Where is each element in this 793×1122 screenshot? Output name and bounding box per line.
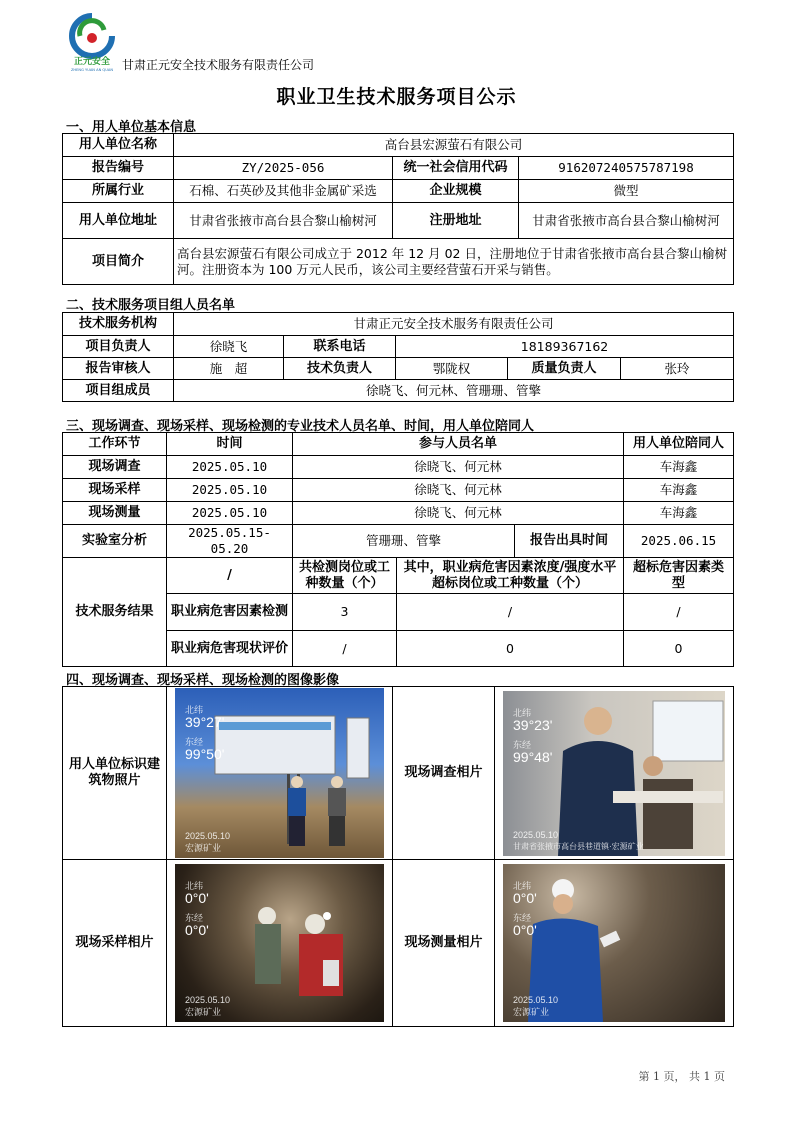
stage-time: 2025.05.10 [167, 456, 293, 479]
stage-people: 徐晓飞、何元林 [293, 479, 624, 502]
photo3-date: 2025.05.10 [185, 995, 231, 1005]
photo4-date: 2025.05.10 [513, 995, 559, 1005]
result-name: 职业病危害现状评价 [167, 631, 293, 667]
result-slash: / [167, 558, 293, 594]
members-label: 项目组成员 [63, 380, 174, 402]
lab-people: 管珊珊、管擎 [293, 525, 515, 558]
result-col-exceed: 其中，职业病危害因素浓度/强度水平超标岗位或工种数量（个） [397, 558, 624, 594]
reviewer-label: 报告审核人 [63, 358, 174, 380]
section4-heading: 四、现场调查、现场采样、现场检测的图像影像 [66, 673, 340, 688]
phone-label: 联系电话 [284, 336, 396, 358]
industry-value: 石棉、石英砂及其他非金属矿采选 [174, 180, 393, 203]
result-count: 3 [293, 594, 397, 631]
stage-name: 现场采样 [63, 479, 167, 502]
tech-label: 技术负责人 [284, 358, 396, 380]
intro-label: 项目简介 [63, 239, 174, 285]
photo-table [62, 686, 734, 1027]
reg-address-label: 注册地址 [393, 203, 519, 239]
col-stage: 工作环节 [63, 433, 167, 456]
label-building-photo: 用人单位标识建筑物照片 [63, 687, 167, 860]
leader-label: 项目负责人 [63, 336, 174, 358]
stage-escort: 车海鑫 [624, 502, 734, 525]
section3-heading: 三、现场调查、现场采样、现场检测的专业技术人员名单、时间，用人单位陪同人 [66, 419, 535, 434]
fieldwork-table [62, 432, 734, 667]
label-survey-photo: 现场调查相片 [393, 687, 495, 860]
lab-time: 2025.05.15-05.20 [167, 525, 293, 558]
section1-heading: 一、用人单位基本信息 [66, 120, 197, 135]
photo4-lat-label: 北纬 [513, 881, 532, 891]
photo2-place: 甘肃省张掖市高台县巷道镇·宏源矿业 [513, 841, 644, 851]
phone-value: 18189367162 [396, 336, 734, 358]
logo-subtext: ZHENG YUAN AN QUAN [70, 68, 114, 72]
photo1-date: 2025.05.10 [185, 831, 231, 841]
leader-value: 徐晓飞 [174, 336, 284, 358]
photo1-lat: 39°27' [185, 714, 225, 730]
report-no-label: 报告编号 [63, 157, 174, 180]
result-type: / [624, 594, 734, 631]
photo2-date: 2025.05.10 [513, 829, 559, 840]
stage-time: 2025.05.10 [167, 502, 293, 525]
unit-info-table [62, 133, 734, 285]
page-title: 职业卫生技术服务项目公示 [276, 86, 517, 108]
result-exceed: 0 [397, 631, 624, 667]
company-logo [66, 12, 118, 72]
label-sampling-photo: 现场采样相片 [63, 860, 167, 1027]
photo2-lat-label: 北纬 [513, 707, 532, 718]
result-label: 技术服务结果 [63, 558, 167, 667]
building-photo [175, 688, 384, 858]
table-row [63, 456, 734, 479]
quality-value: 张玲 [621, 358, 734, 380]
stage-time: 2025.05.10 [167, 479, 293, 502]
org-label: 技术服务机构 [63, 313, 174, 336]
result-col-count: 共检测岗位或工种数量（个） [293, 558, 397, 594]
unit-name-value: 高台县宏源萤石有限公司 [174, 134, 734, 157]
photo4-lat: 0°0' [513, 890, 537, 906]
unit-name-label: 用人单位名称 [63, 134, 174, 157]
stage-people: 徐晓飞、何元林 [293, 502, 624, 525]
scale-label: 企业规模 [393, 180, 519, 203]
result-type: 0 [624, 631, 734, 667]
intro-value: 高台县宏源萤石有限公司成立于 2012 年 12 月 02 日，注册地位于甘肃省张掖市高台县合黎山榆树河。注册资本为 100 万元人民币，该公司主要经营萤石开采与销售。 [174, 239, 734, 285]
stage-escort: 车海鑫 [624, 456, 734, 479]
photo1-lat-label: 北纬 [185, 705, 204, 715]
result-name: 职业病危害因素检测 [167, 594, 293, 631]
result-exceed: / [397, 594, 624, 631]
credit-code-label: 统一社会信用代码 [393, 157, 519, 180]
tech-value: 鄂陇权 [396, 358, 508, 380]
photo1-lon-label: 东经 [185, 737, 204, 747]
photo1-place: 宏源矿业 [185, 843, 222, 853]
lab-label: 实验室分析 [63, 525, 167, 558]
stage-name: 现场调查 [63, 456, 167, 479]
credit-code-value: 916207240575787198 [519, 157, 734, 180]
col-escort: 用人单位陪同人 [624, 433, 734, 456]
address-value: 甘肃省张掖市高台县合黎山榆树河 [174, 203, 393, 239]
photo4-place: 宏源矿业 [513, 1007, 550, 1017]
reviewer-value: 施 超 [174, 358, 284, 380]
table-row [63, 502, 734, 525]
org-value: 甘肃正元安全技术服务有限责任公司 [174, 313, 734, 336]
survey-photo [503, 691, 725, 856]
header-company-name: 甘肃正元安全技术服务有限责任公司 [122, 58, 315, 72]
stage-name: 现场测量 [63, 502, 167, 525]
report-no-value: ZY/2025-056 [174, 157, 393, 180]
photo3-lon-label: 东经 [185, 913, 204, 923]
team-table [62, 312, 734, 402]
photo3-place: 宏源矿业 [185, 1007, 222, 1017]
photo2-lat: 39°23' [513, 716, 553, 733]
scale-value: 微型 [519, 180, 734, 203]
report-date-value: 2025.06.15 [624, 525, 734, 558]
photo1-lon: 99°50' [185, 746, 225, 762]
members-value: 徐晓飞、何元林、管珊珊、管擎 [174, 380, 734, 402]
photo4-lon: 0°0' [513, 922, 537, 938]
photo3-lon: 0°0' [185, 922, 209, 938]
quality-label: 质量负责人 [508, 358, 621, 380]
reg-address-value: 甘肃省张掖市高台县合黎山榆树河 [519, 203, 734, 239]
page-number: 第 1 页， 共 1 页 [638, 1070, 725, 1083]
section2-heading: 二、技术服务项目组人员名单 [66, 298, 236, 313]
photo3-lat: 0°0' [185, 890, 209, 906]
table-row [63, 479, 734, 502]
logo-text: 正元安全 [73, 57, 111, 67]
photo4-lon-label: 东经 [513, 913, 532, 923]
col-time: 时间 [167, 433, 293, 456]
address-label: 用人单位地址 [63, 203, 174, 239]
photo2-lon: 99°48' [513, 748, 553, 765]
photo3-lat-label: 北纬 [185, 881, 204, 891]
result-count: / [293, 631, 397, 667]
result-col-type: 超标危害因素类型 [624, 558, 734, 594]
sampling-photo [175, 864, 384, 1022]
col-people: 参与人员名单 [293, 433, 624, 456]
stage-escort: 车海鑫 [624, 479, 734, 502]
measure-photo [503, 864, 725, 1022]
label-measure-photo: 现场测量相片 [393, 860, 495, 1027]
report-date-label: 报告出具时间 [515, 525, 624, 558]
photo2-lon-label: 东经 [513, 739, 532, 750]
industry-label: 所属行业 [63, 180, 174, 203]
stage-people: 徐晓飞、何元林 [293, 456, 624, 479]
